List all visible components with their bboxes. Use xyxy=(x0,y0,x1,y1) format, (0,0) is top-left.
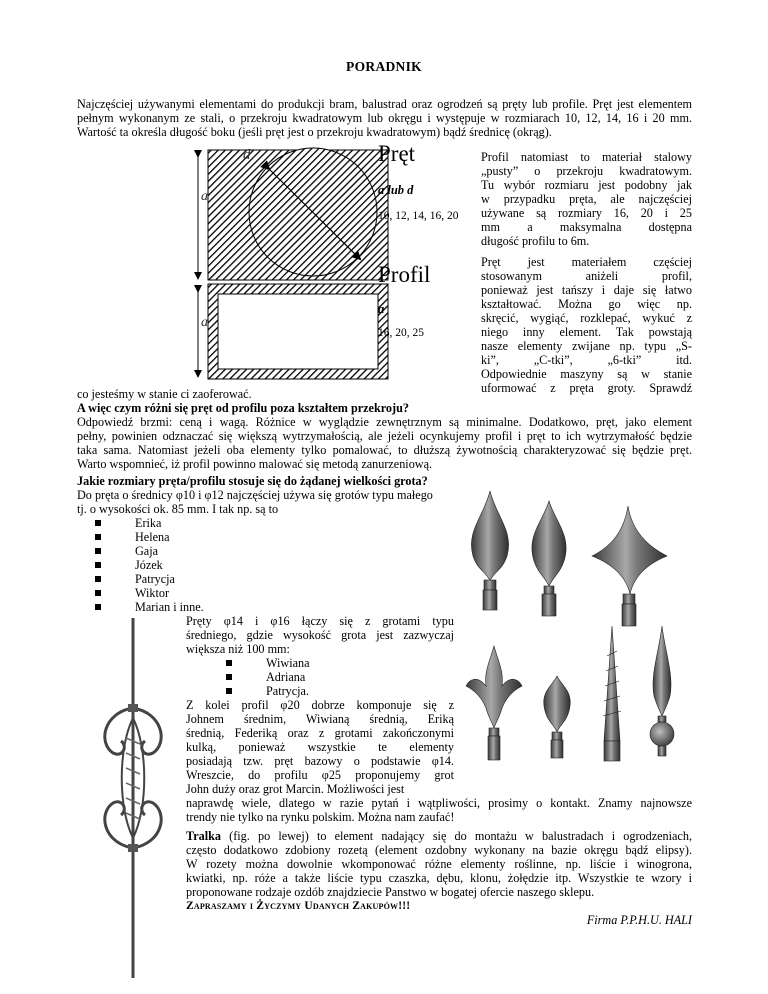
profile-finial-paragraph xyxy=(186,698,454,796)
intro-text: Najczęściej używanymi elementami do produkcji bram, balustrad oraz ogrodzeń są pręty lub profile. Pręt jest elementem pełnym wykonanym ze stali, o przekroju kwadratowym lub okręgu i występuje w rozmiarach 10, 12, 14, 16 i 20 mm. Wartość ta określa długość boku (jeśli pręt jest o przekroju kwadratowym) bądź średnicę (okrąg). xyxy=(77,97,692,139)
label-d: d xyxy=(243,147,251,163)
pret-description xyxy=(481,255,692,395)
text-line: Do pręta o średnicy φ10 i φ12 najczęściej używa się grotów typu małego xyxy=(77,488,433,502)
text-line: Profil natomiast to materiał stalowy xyxy=(481,150,692,164)
text-line: Odpowiednie maszyny są w stanie xyxy=(481,367,692,381)
list-item: Adriana xyxy=(226,670,310,684)
profil-title: Profil xyxy=(378,262,431,287)
pret-dimension: a lub d xyxy=(378,183,414,197)
contact-paragraph xyxy=(186,796,692,824)
text-line: „pusty” o przekroju kwadratowym. xyxy=(481,164,692,178)
list-item: Józek xyxy=(95,558,204,572)
list-item: Patrycja xyxy=(95,572,204,586)
answer-2 xyxy=(77,488,457,516)
continuation-line: co jesteśmy w stanie ci zaoferować. xyxy=(77,387,252,401)
pret-sizes: 10, 12, 14, 16, 20 xyxy=(378,210,459,222)
list-item: Wiktor xyxy=(95,586,204,600)
text-line: niego inny element. Tak powstają xyxy=(481,325,692,339)
text-line: średniego, gdzie wysokość grota jest zazwyczaj xyxy=(186,628,454,642)
text-line: tj. o wysokości ok. 85 mm. I tak np. są to xyxy=(77,502,279,516)
list-item: Patrycja. xyxy=(226,684,310,698)
text-line: Pręty φ14 i φ16 łączy się z grotami typu xyxy=(186,614,454,628)
text-span: (fig. po lewej) to element nadający się do montażu w balustradach i ogrodzeniach, xyxy=(221,829,692,843)
tralka-paragraph xyxy=(186,829,692,899)
text-line: kształtować. Można go więc np. xyxy=(481,297,692,311)
label-a-square: a xyxy=(201,189,208,204)
text-line: średnią, Federiką oraz z grotami zakończonymi xyxy=(186,726,454,740)
text-line: w przypadku pręta, ale najczęściej xyxy=(481,192,692,206)
text-line: naprawdę wiele, dlatego w razie pytań i wątpliwości, prosimy o kontakt. Znamy najnowsze xyxy=(186,796,692,810)
text-line: Johnem średnim, Wiwianą średnią, Eriką xyxy=(186,712,454,726)
profil-sizes: 16, 20, 25 xyxy=(378,327,424,339)
cross-section-diagram xyxy=(185,140,485,385)
text-line: kwiatki, np. róże a także liście typu czaszka, dębu, klonu, żołędzie itp. Wszystkie te wzory i xyxy=(186,871,692,885)
text-line: stosowanym aniżeli profil, xyxy=(481,269,692,283)
text-line: uformować z pręta groty. Sprawdź xyxy=(481,381,692,395)
text-line: mm a maksymalna dostępna xyxy=(481,220,692,234)
text-line: John duży oraz grot Marcin. Możliwości jest xyxy=(186,782,405,796)
text-line: używane są rozmiary 16, 20 i 25 xyxy=(481,206,692,220)
text-line: Odpowiedź brzmi: ceną i wagą. Różnice w wyglądzie zewnętrznym są minimalne. Dodatkowo, pręt, jako element xyxy=(77,415,692,429)
text-line: często dodatkowo zdobiony rozetą (element ozdobny wykonany na bazie okręgu bądź elipsy). xyxy=(186,843,692,857)
closing-line: Zapraszamy i Życzymy Udanych Zakupów!!! xyxy=(186,900,411,912)
text-line: trendy nie tylko na rynku polskim. Można nam zaufać! xyxy=(186,810,455,824)
text-line: taka sama. Natomiast jeżeli oba elementy tylko pomalować, to dłuższą żywotnością charakteryzować się będzie pręt. xyxy=(77,443,692,457)
question-1: A więc czym różni się pręt od profilu poza kształtem przekroju? xyxy=(77,401,409,415)
text-line: ponieważ jest tańszy i daje się łatwo xyxy=(481,283,692,297)
list-item: Gaja xyxy=(95,544,204,558)
text-line: ki”, „C-tki”, „6-tki” itd. xyxy=(481,353,692,367)
small-finial-list xyxy=(95,516,204,614)
medium-finial-paragraph xyxy=(186,614,454,656)
text-line: Warto wspomnieć, iż profil powinno malować się metodą zanurzeniową. xyxy=(77,457,433,471)
question-2: Jakie rozmiary pręta/profilu stosuje się do żądanej wielkości grota? xyxy=(77,474,428,488)
right-column xyxy=(481,150,692,395)
text-line: posiadają tzw. pręt bazowy o podstawie φ14. xyxy=(186,754,454,768)
text-line: większa niż 100 mm: xyxy=(186,642,290,656)
pret-title: Pręt xyxy=(378,141,416,166)
profil-description xyxy=(481,150,692,248)
intro-paragraph xyxy=(77,97,692,139)
text-line: skręcić, wygiąć, rozklepać, wykuć z xyxy=(481,311,692,325)
list-item: Erika xyxy=(95,516,204,530)
medium-finial-list xyxy=(226,656,310,698)
text-line: Wreszcie, do profilu φ25 proponujemy grot xyxy=(186,768,454,782)
finials-photo xyxy=(462,476,692,780)
text-line: Pręt jest materiałem częściej xyxy=(481,255,692,269)
text-line: pełny, powinien odznaczać się większą wytrzymałością, ale jeżeli ocynkujemy profil i pręt to ich wytrzymałość będzie xyxy=(77,429,692,443)
signature: Firma P.P.H.U. HALI xyxy=(586,913,692,927)
label-a-profile: a xyxy=(201,315,208,330)
list-item: Helena xyxy=(95,530,204,544)
baluster-image xyxy=(88,618,178,978)
text-line xyxy=(186,829,692,843)
text-line: kulką, ponieważ wszystkie te elementy xyxy=(186,740,454,754)
text-line: proponowane rodzaje ozdób znajdziecie Panstwo w bogatej ofercie naszego sklepu. xyxy=(186,885,595,899)
answer-1 xyxy=(77,415,692,471)
text-line: Z kolei profil φ20 dobrze komponuje się z xyxy=(186,698,454,712)
profil-dimension: a xyxy=(378,302,385,316)
tralka-term: Tralka xyxy=(186,829,221,843)
text-line: długość profilu to 6m. xyxy=(481,234,590,248)
text-line: nasze elementy zwijane np. typu „S- xyxy=(481,339,692,353)
list-item: Wiwiana xyxy=(226,656,310,670)
text-line: Tu wybór rozmiaru jest podobny jak xyxy=(481,178,692,192)
page-title: PORADNIK xyxy=(346,59,422,74)
text-line: W rozety można dowolnie wkomponować różne elementy roślinne, np. liście i winogrona, xyxy=(186,857,692,871)
list-item: Marian i inne. xyxy=(95,600,204,614)
